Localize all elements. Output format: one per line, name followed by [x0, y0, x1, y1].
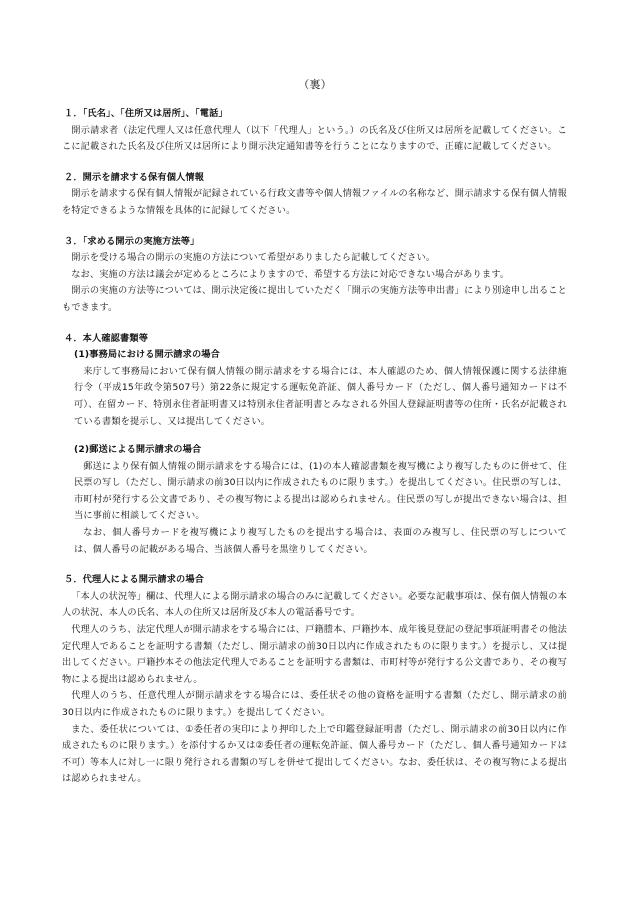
section-heading: １．「氏名」、「住所又は居所」、「電話」: [64, 108, 228, 119]
page-title: （裏）: [298, 78, 332, 91]
subsection-paragraph: 来庁して事務局において保有個人情報の開示請求をする場合には、本人確認のため、個人情報保護に関する法律施行令（平成15年政令第507号）第22条に規定する運転免許証、個人番号カード（ただし、個人番号通知カードは不可）、在留カード、特別永住者証明書又は特別永住者証明書とみなされる外国人登録証明書等の住所・氏名が記載されている書類を提示し、又は提出してください。: [74, 365, 567, 427]
subsection-paragraph: 郵送により保有個人情報の開示請求をする場合には、(1)の本人確認書類を複写機により複写したものに併せて、住民票の写し（ただし、開示請求の前30日以内に作成されたものに限ります。）を提出してください。住民票の写しは、市町村が発行する公文書であり、その複写物による提出は認められません。住民票の写しが提出できない場合は、担当に事前に相談してください。: [74, 460, 567, 522]
section-paragraph: 開示を受ける場合の開示の実施の方法について希望がありましたら記載してください。: [71, 252, 436, 264]
section-paragraph: 代理人のうち、任意代理人が開示請求をする場合には、委任状その他の資格を証明する書類（ただし、開示請求の前30日以内に作成されたものに限ります。）を提出してください。: [62, 690, 567, 718]
section-name-address-phone: [62, 106, 567, 156]
section-disclosure-method: [62, 234, 567, 317]
section-heading: ３．「求める開示の実施方法等」: [64, 235, 200, 247]
section-paragraph: なお、実施の方法は議会が定めるところによりますので、希望する方法に対応できない場合があります。: [71, 268, 510, 280]
section-paragraph: 「本人の状況等」欄は、代理人による開示請求の場合のみに記載してください。必要な記載事項は、保有個人情報の本人の状況、本人の氏名、本人の住所又は居所及び本人の電話番号です。: [62, 590, 567, 619]
section-heading: ５．代理人による開示請求の場合: [64, 574, 205, 586]
section-paragraph: 代理人のうち、法定代理人が開示請求をする場合には、戸籍謄本、戸籍抄本、成年後見登記の登記事項証明書その他法定代理人であることを証明する書類（ただし、開示請求の前30日以内に作成されたものに限ります。）を提示し、又は提出してください。戸籍抄本その他法定代理人であることを証明する書類は、市町村等が発行する公文書であり、その複写物による提出は認められません。: [62, 624, 567, 685]
subsection-office-request: [62, 347, 567, 430]
subsection-mail-request: [62, 442, 567, 558]
subsection-heading: (2)郵送による開示請求の場合: [74, 444, 202, 456]
section-paragraph: 開示の実施の方法等については、開示決定後に提出していただく「開示の実施方法等申出書」により別途申し出ることもできます。: [62, 285, 567, 313]
document-body: [62, 106, 567, 802]
section-paragraph: 開示を請求する保有個人情報が記録されている行政文書等や個人情報ファイルの名称など、開示請求する保有個人情報を特定できるような情報を具体的に記録してください。: [62, 188, 567, 216]
subsection-heading: (1)事務局における開示請求の場合: [74, 349, 220, 361]
section-paragraph: 開示請求者（法定代理人又は任意代理人（以下「代理人」という。）の氏名及び住所又は居所を記載してください。ここに記載された氏名及び住所又は居所により開示決定通知書等を行うことになりますので、正確に記載してください。: [62, 124, 567, 153]
section-identity-documents: [62, 331, 567, 559]
section-paragraph: また、委任状については、①委任者の実印により押印した上で印鑑登録証明書（ただし、開示請求の前30日以内に作成されたものに限ります。）を添付するか又は②委任者の運転免許証、個人番号カード（ただし、個人番号通知カードは不可）等本人に対し一に限り発行される書類の写しを併せて提出してください。なお、委任状は、その複写物による提出は認められません。: [62, 723, 567, 785]
subsection-paragraph: なお、個人番号カードを複写機により複写したものを提出する場合は、表面のみ複写し、住民票の写しについては、個人番号の記載がある場合、当該個人番号を黒塗りしてください。: [74, 527, 567, 555]
section-requested-info: [62, 170, 567, 220]
section-agent-request: [62, 572, 567, 788]
section-heading: ４．本人確認書類等: [64, 332, 149, 344]
section-heading: ２．開示を請求する保有個人情報: [64, 171, 205, 183]
